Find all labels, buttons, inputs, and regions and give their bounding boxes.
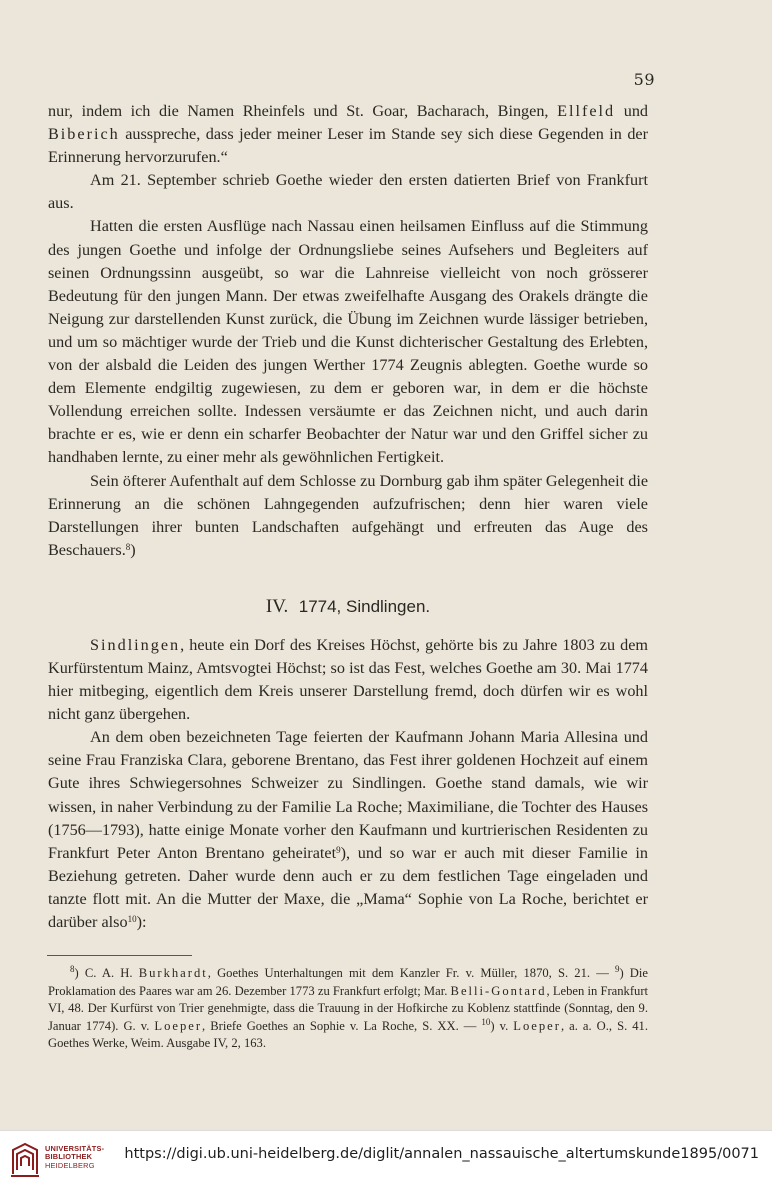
text-run: ) xyxy=(130,540,136,559)
spaced-name: Loeper xyxy=(513,1018,561,1033)
library-name[interactable] xyxy=(45,1145,104,1170)
footnote-divider xyxy=(47,955,192,956)
footnote-reference: 10 xyxy=(481,1016,491,1027)
text-run: nur, indem ich die Namen Rheinfels und St. Goar, Bacharach, Bingen, xyxy=(48,102,558,120)
library-name-line: UNIVERSITÄTS- xyxy=(45,1144,105,1153)
spaced-name: Biberich xyxy=(48,125,120,144)
viewer-footer xyxy=(0,1130,772,1188)
text-run: Hatten die ersten Ausflüge nach Nassau einen heilsamen Einfluss auf die Stimmung des jungen Goethe und infolge der Ordnungsliebe seines Aufsehers und Begleiters auf seinen Ordnungssinn ausgeübt, so war die Lahnreise vielleicht von noch grösserer Bedeutung für den jungen Mann. Der etwas zweifelhafte Ausgang des Orakels drängte die Neigung zur darstellenden Kunst zurück, die Übung im Zeichnen wurde lässiger betrieben, und um so mächtiger wurde der Trieb und die Kunst dichterischer Gestaltung des Erlebten, von der alsbald die Leiden des jungen Werther 1774 Zeugnis ablegten. Goethe wurde so dem Elemente endgiltig zugewiesen, zu dem er geboren war, in dem er die höchste Vollendung erreichen sollte. Indessen versäumte er das Zeichnen nicht, und auch darin brachte er es, wie er denn ein scharfer Beobachter der Natur war und den Griffel sicher zu handhaben lernte, zu einer mehr als gewöhnlichen Fertigkeit. xyxy=(48,217,648,467)
spaced-name: Loeper xyxy=(154,1018,203,1033)
text-run: ) v. xyxy=(490,1018,514,1033)
spaced-name: Ellfeld xyxy=(557,102,616,120)
text-run: , Goethes Unterhaltungen mit dem Kanzler Fr. v. Müller, 1870, S. 21. — xyxy=(207,966,615,980)
paragraph xyxy=(48,169,648,215)
text-run: , a. a. O., S. 41. Goethes Werke, Weim. Ausgabe IV, 2, 163. xyxy=(48,1018,648,1051)
footnote-reference: 9 xyxy=(336,844,341,855)
body-text xyxy=(48,100,648,934)
paragraph xyxy=(48,215,648,469)
text-run: ) Die Proklamation des Paares war am 26. Dezember 1773 zu Frankfurt erfolgt; Mar. xyxy=(48,966,648,998)
spaced-name: Burkhardt xyxy=(138,966,208,980)
text-run: ausspreche, dass jeder meiner Leser im Stande sey sich diese Gegenden in der Erinnerung hervorzurufen.“ xyxy=(48,125,648,167)
paragraph xyxy=(48,100,648,169)
text-run: , heute ein Dorf des Kreises Höchst, gehörte bis zu Jahre 1803 zu dem Kurfürstentum Mainz, Amtsvogtei Höchst; so ist das Fest, welches Goethe am 30. Mai 1774 hier mitbeging, eigentlich dem Kreis unserer Darstellung fremd, doch dürfen wir es wohl nicht ganz übergehen. xyxy=(48,635,648,724)
section-numeral: IV. xyxy=(265,595,289,617)
text-run: ) C. A. H. xyxy=(74,966,139,980)
text-run: An dem oben bezeichneten Tage feierten der Kaufmann Johann Maria Allesina und seine Frau Franziska Clara, geborene Brentano, das Fest ihrer goldenen Hochzeit auf einem Gute ihres Schwiegersohnes Schweizer zu Sindlingen. Goethe stand damals, wie wir wissen, in naher Verbindung zu der Familie La Roche; Maximiliane, die Tochter des Hauses (1756—1793), hatte einige Monate vorher den Kaufmann und kurtrierischen Residenten zu Frankfurt Peter Anton Brentano geheiratet xyxy=(48,728,648,862)
footnotes xyxy=(48,965,648,1053)
paragraphs-after-heading xyxy=(48,634,648,934)
footnote-reference: 8 xyxy=(125,541,131,552)
library-name-line: HEIDELBERG xyxy=(45,1160,95,1170)
library-name-line: BIBLIOTHEK xyxy=(45,1152,93,1162)
paragraph xyxy=(48,634,648,726)
footnote-reference: 9 xyxy=(614,964,620,974)
footnote-reference: 8 xyxy=(70,964,75,974)
text-run: Am 21. September schrieb Goethe wieder den ersten datierten Brief von Frankfurt aus. xyxy=(48,171,648,213)
section-title: 1774, Sindlingen. xyxy=(298,596,431,616)
spaced-name: Sindlingen xyxy=(90,635,181,654)
paragraph xyxy=(48,726,648,934)
permalink-url[interactable]: https://digi.ub.uni-heidelberg.de/diglit/annalen_nassauische_altertumskunde1895/0071 xyxy=(124,1146,759,1162)
text-run: Sein öfterer Aufenthalt auf dem Schlosse zu Dornburg gab ihm später Gelegenheit die Erinnerung an die schönen Lahngegenden aufzufrischen; denn hier waren viele Darstellungen ihrer bunten Landschaften aufgehängt und erfreuten das Auge des Beschauers. xyxy=(48,471,648,559)
paragraphs-before-heading xyxy=(48,100,648,562)
text-run: , Briefe Goethes an Sophie v. La Roche, S. XX. — xyxy=(202,1018,482,1033)
text-run: und xyxy=(615,102,649,120)
text-run: ), und so war er auch mit dieser Familie in Beziehung getreten. Daher wurde denn auch er zu dem festlichen Tage eingeladen und tanzte flott mit. An die Mutter der Maxe, die „Mama“ Sophie von La Roche, berichtet er darüber also xyxy=(48,843,649,931)
paragraph xyxy=(48,965,648,1053)
text-run: , Leben in Frankfurt VI, 48. Der Kurfürst von Trier genehmigte, dass die Trauung in der Hofkirche zu Koblenz stattfinde (Sonntag, den 9. Januar 1774). G. v. xyxy=(48,983,649,1033)
section-heading xyxy=(48,594,648,619)
page-number: 59 xyxy=(633,70,655,89)
library-book-logo-icon[interactable] xyxy=(9,1140,41,1178)
paragraph xyxy=(48,470,648,562)
footnote-reference: 10 xyxy=(127,914,137,924)
spaced-name: Belli-Gontard xyxy=(450,983,547,998)
text-run: ): xyxy=(136,913,147,931)
